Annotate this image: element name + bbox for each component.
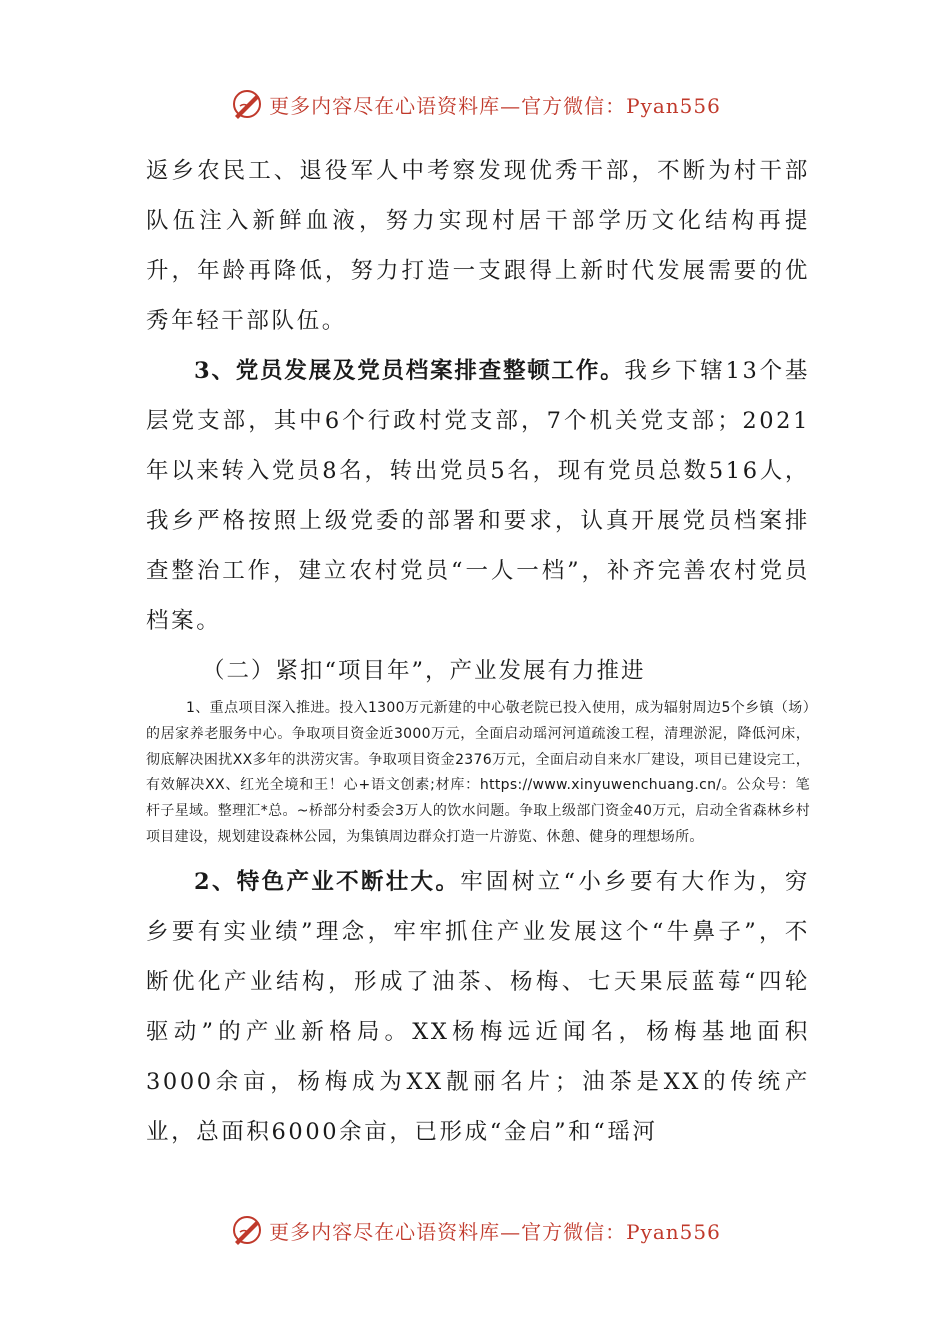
paragraph-special-industries [146,857,810,1157]
pen-circle-logo-icon [229,1212,265,1248]
document-body [146,146,810,1157]
party-members-heading: 3、党员发展及党员档案排查整顿工作。 [194,358,625,384]
special-industries-body: 牢固树立“小乡要有大作为，穷乡要有实业绩”理念，牢牢抓住产业发展这个“牛鼻子”，不断优化产业结构，形成了油茶、杨梅、七天果辰蓝莓“四轮驱动”的产业新格局。XX杨梅远近闻名，杨梅基地面积3000余亩，杨梅成为XX靓丽名片；油茶是XX的传统产业，总面积6000余亩，已形成“金启”和“瑶河 [146,868,810,1145]
special-industries-heading: 2、特色产业不断壮大。 [194,868,461,895]
watermark-banner-bottom [0,1210,950,1250]
paragraph-village-cadres: 返乡农民工、退役军人中考察发现优秀干部，不断为村干部队伍注入新鲜血液，努力实现村居干部学历文化结构再提升，年龄再降低，努力打造一支跟得上新时代发展需要的优秀年轻干部队伍。 [146,158,810,334]
watermark-text: 更多内容尽在心语资料库—官方微信：Pyan556 [269,93,721,118]
watermark-text: 更多内容尽在心语资料库—官方微信：Pyan556 [269,1219,721,1244]
watermark-banner-top [0,84,950,124]
paragraph-key-projects: 1、重点项目深入推进。投入1300万元新建的中心敬老院已投入使用，成为辐射周边5个乡镇（场）的居家养老服务中心。争取项目资金近3000万元，全面启动瑶河河道疏浚工程，清理淤泥，降低河床，彻底解决困扰XX多年的洪涝灾害。争取项目资金2376万元，全面启动自来水厂建设，项目已建设完工，有效解决XX、红光全境和王！心+语文创素;材库：https://www.xinyuwenchuang.cn/。公众号：笔杆子星域。整理汇*总。~桥部分村委会3万人的饮水问题。争取上级部门资金40万元，启动全省森林乡村项目建设，规划建设森林公园，为集镇周边群众打造一片游览、休憩、健身的理想场所。 [146,700,810,845]
pen-circle-logo-icon [229,86,265,122]
party-members-body: 我乡下辖13个基层党支部，其中6个行政村党支部，7个机关党支部；2021年以来转入党员8名，转出党员5名，现有党员总数516人，我乡严格按照上级党委的部署和要求，认真开展党员档案排查整治工作，建立农村党员“一人一档”，补齐完善农村党员档案。 [146,358,810,634]
paragraph-party-members [146,346,810,646]
section-heading-projects: （二）紧扣“项目年”，产业发展有力推进 [202,658,646,684]
